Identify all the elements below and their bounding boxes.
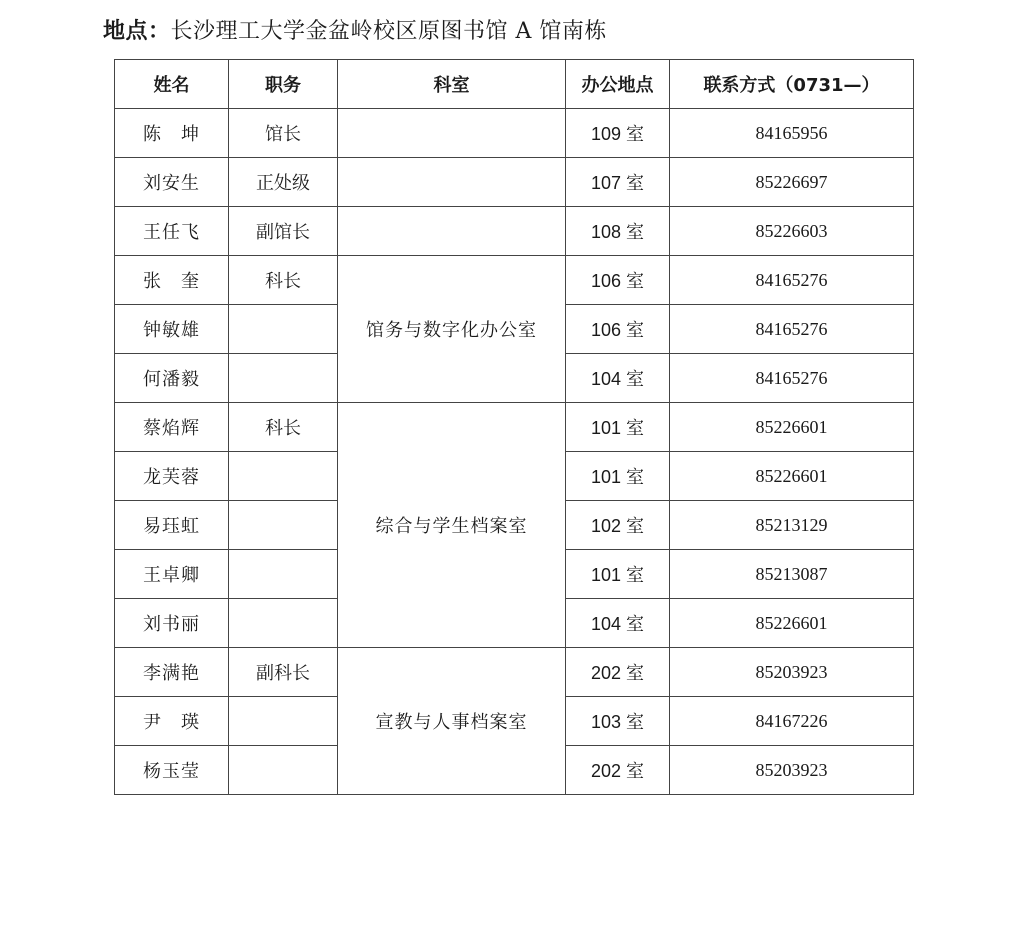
cell-title: 科长 (229, 256, 338, 305)
cell-office: 103 室 (566, 697, 670, 746)
cell-office: 102 室 (566, 501, 670, 550)
cell-dept (338, 109, 566, 158)
cell-title: 副科长 (229, 648, 338, 697)
header-title: 职务 (229, 60, 338, 109)
table-header-row (115, 60, 914, 109)
table-row (115, 109, 914, 158)
cell-phone: 84165276 (670, 354, 914, 403)
cell-title (229, 599, 338, 648)
cell-name: 尹 瑛 (115, 697, 229, 746)
cell-dept (338, 207, 566, 256)
cell-phone: 85203923 (670, 648, 914, 697)
cell-office: 101 室 (566, 403, 670, 452)
cell-phone: 84165276 (670, 305, 914, 354)
cell-phone: 84167226 (670, 697, 914, 746)
location-line (103, 17, 607, 47)
location-label: 地点： (103, 19, 171, 44)
header-name: 姓名 (115, 60, 229, 109)
cell-title (229, 746, 338, 795)
cell-name: 刘书丽 (115, 599, 229, 648)
cell-office: 104 室 (566, 599, 670, 648)
cell-title (229, 452, 338, 501)
cell-phone: 85226601 (670, 599, 914, 648)
cell-title (229, 305, 338, 354)
cell-name: 蔡焰辉 (115, 403, 229, 452)
cell-name: 龙芙蓉 (115, 452, 229, 501)
cell-phone: 85226601 (670, 452, 914, 501)
cell-office: 202 室 (566, 746, 670, 795)
header-dept: 科室 (338, 60, 566, 109)
cell-office: 108 室 (566, 207, 670, 256)
cell-phone: 85213129 (670, 501, 914, 550)
cell-phone: 84165956 (670, 109, 914, 158)
cell-phone: 85213087 (670, 550, 914, 599)
cell-office: 107 室 (566, 158, 670, 207)
cell-name: 刘安生 (115, 158, 229, 207)
cell-office: 104 室 (566, 354, 670, 403)
cell-title (229, 550, 338, 599)
table-row (115, 648, 914, 697)
cell-name: 易珏虹 (115, 501, 229, 550)
cell-phone: 85226697 (670, 158, 914, 207)
cell-title: 副馆长 (229, 207, 338, 256)
cell-phone: 85203923 (670, 746, 914, 795)
header-contact: 联系方式（0731—） (670, 60, 914, 109)
table-row (115, 256, 914, 305)
cell-dept (338, 158, 566, 207)
cell-phone: 84165276 (670, 256, 914, 305)
cell-office: 106 室 (566, 305, 670, 354)
cell-title (229, 697, 338, 746)
staff-table (114, 59, 914, 795)
cell-name: 王卓卿 (115, 550, 229, 599)
cell-name: 李满艳 (115, 648, 229, 697)
cell-office: 109 室 (566, 109, 670, 158)
cell-name: 张 奎 (115, 256, 229, 305)
table-row (115, 403, 914, 452)
cell-office: 101 室 (566, 452, 670, 501)
header-office: 办公地点 (566, 60, 670, 109)
cell-title (229, 354, 338, 403)
table-row (115, 207, 914, 256)
cell-name: 杨玉莹 (115, 746, 229, 795)
cell-name: 何潘毅 (115, 354, 229, 403)
cell-title: 科长 (229, 403, 338, 452)
cell-dept: 综合与学生档案室 (338, 403, 566, 648)
cell-dept: 馆务与数字化办公室 (338, 256, 566, 403)
cell-title (229, 501, 338, 550)
cell-office: 101 室 (566, 550, 670, 599)
cell-title: 馆长 (229, 109, 338, 158)
cell-phone: 85226603 (670, 207, 914, 256)
cell-name: 钟敏雄 (115, 305, 229, 354)
table-row (115, 158, 914, 207)
cell-name: 陈 坤 (115, 109, 229, 158)
cell-office: 106 室 (566, 256, 670, 305)
cell-name: 王任飞 (115, 207, 229, 256)
location-value: 长沙理工大学金盆岭校区原图书馆 A 馆南栋 (170, 19, 607, 44)
cell-dept: 宣教与人事档案室 (338, 648, 566, 795)
cell-office: 202 室 (566, 648, 670, 697)
cell-phone: 85226601 (670, 403, 914, 452)
cell-title: 正处级 (229, 158, 338, 207)
